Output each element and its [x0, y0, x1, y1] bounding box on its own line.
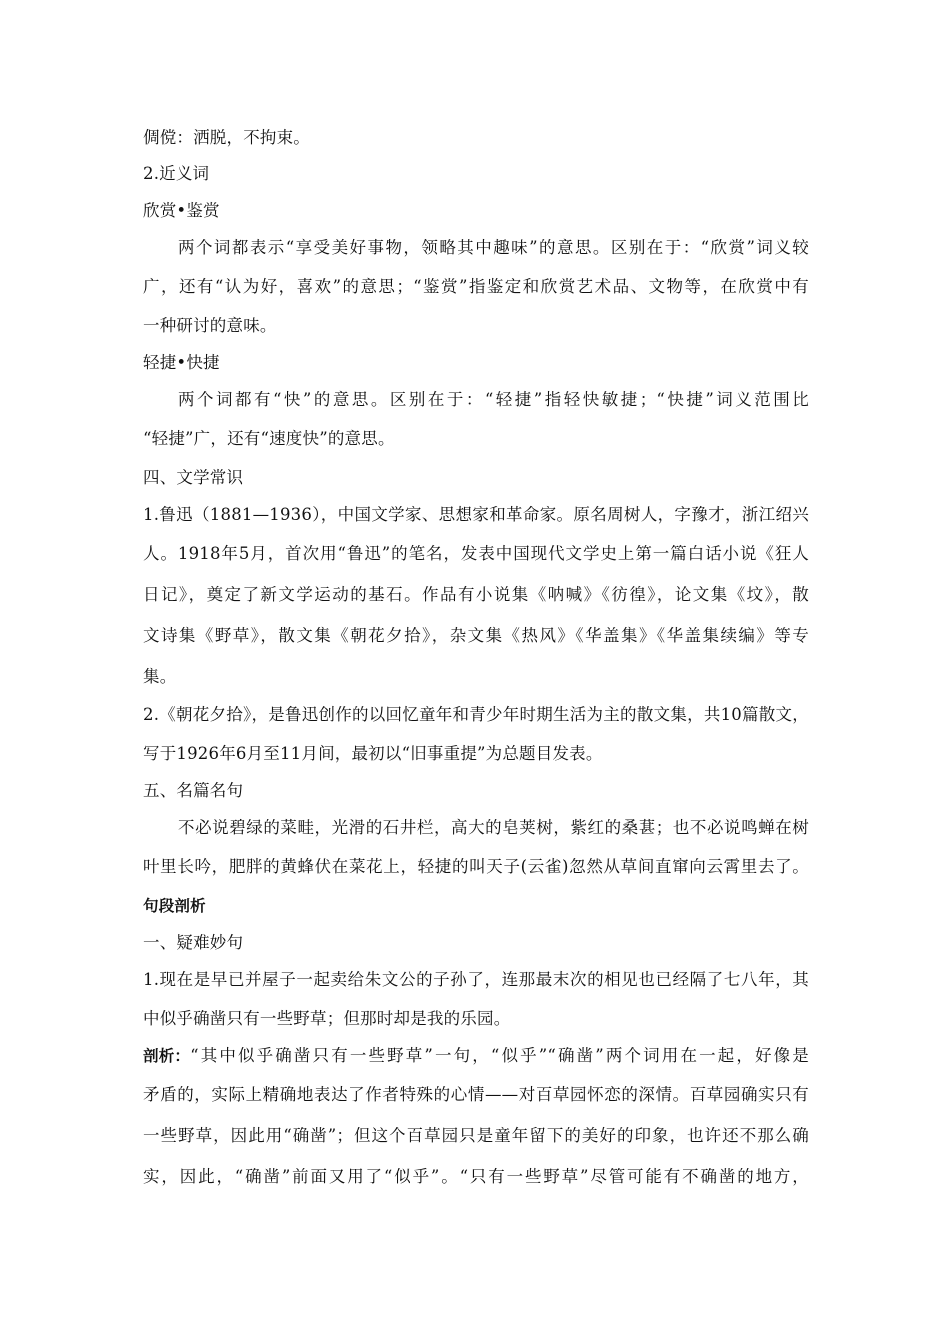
text-line: 实，因此，“确凿”前面又用了“似乎”。“只有一些野草”尽管可能有不确凿的地方， — [143, 1167, 809, 1186]
text-line: 1.鲁迅（1881—1936），中国文学家、思想家和革命家。原名周树人，字豫才，浙江绍兴 — [143, 505, 809, 524]
text-line: 写于1926年6月至11月间，最初以“旧事重提”为总题目发表。 — [143, 744, 603, 763]
section-heading: 五、名篇名句 — [143, 781, 244, 800]
section-heading: 四、文学常识 — [143, 468, 244, 487]
text-line: “轻捷”广，还有“速度快”的意思。 — [143, 429, 395, 448]
text-line: 日记》，奠定了新文学运动的基石。作品有小说集《呐喊》《彷徨》，论文集《坟》，散 — [143, 585, 809, 604]
text-line: 一些野草，因此用“确凿”；但这个百草园只是童年留下的美好的印象，也许还不那么确 — [143, 1126, 809, 1145]
text-line: 2.《朝花夕拾》，是鲁迅创作的以回忆童年和青少年时期生活为主的散文集，共10篇散文， — [143, 705, 809, 724]
bold-heading: 句段剖析 — [143, 897, 206, 915]
text-line: 1.现在是早已并屋子一起卖给朱文公的子孙了，连那最末次的相见也已经隔了七八年，其 — [143, 970, 809, 989]
word-pair-heading: 轻捷•快捷 — [143, 353, 220, 372]
text-line: 广，还有“认为好，喜欢”的意思；“鉴赏”指鉴定和欣赏艺术品、文物等，在欣赏中有 — [143, 277, 809, 296]
text-line: 一种研讨的意味。 — [143, 316, 277, 335]
text-line: 倜傥：洒脱，不拘束。 — [143, 128, 310, 147]
quote-line: 不必说碧绿的菜畦，光滑的石井栏，高大的皂荚树，紫红的桑葚；也不必说鸣蝉在树 — [178, 818, 809, 837]
analysis-line — [143, 1045, 809, 1067]
section-heading: 一、疑难妙句 — [143, 933, 244, 952]
text-line: 两个词都表示“享受美好事物，领略其中趣味”的意思。区别在于：“欣赏”词义较 — [178, 238, 809, 257]
quote-line: 叶里长吟，肥胖的黄蜂伏在菜花上，轻捷的叫天子(云雀)忽然从草间直窜向云霄里去了。 — [143, 857, 809, 876]
section-number: 2.近义词 — [143, 164, 210, 183]
text-line: 集。 — [143, 667, 177, 686]
word-pair-heading: 欣赏•鉴赏 — [143, 201, 220, 220]
text-line: 两个词都有“快”的意思。区别在于：“轻捷”指轻快敏捷；“快捷”词义范围比 — [178, 390, 809, 409]
text-line: 人。1918年5月，首次用“鲁迅”的笔名，发表中国现代文学史上第一篇白话小说《狂人 — [143, 544, 809, 563]
analysis-text: “其中似乎确凿只有一些野草”一句，“似乎”“确凿”两个词用在一起，好像是 — [190, 1046, 809, 1065]
analysis-label: 剖析： — [143, 1047, 191, 1065]
text-line: 中似乎确凿只有一些野草；但那时却是我的乐园。 — [143, 1009, 511, 1028]
text-line: 矛盾的，实际上精确地表达了作者特殊的心情——对百草园怀恋的深情。百草园确实只有 — [143, 1085, 809, 1104]
text-line: 文诗集《野草》，散文集《朝花夕拾》，杂文集《热风》《华盖集》《华盖集续编》等专 — [143, 626, 809, 645]
